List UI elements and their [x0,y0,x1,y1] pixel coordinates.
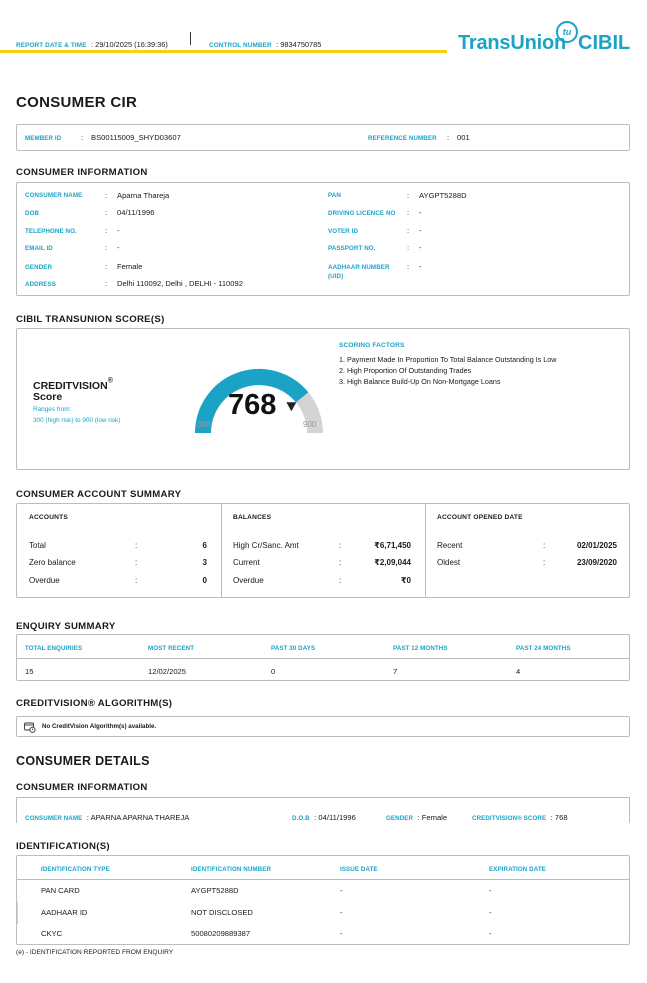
account-summary-heading: CONSUMER ACCOUNT SUMMARY [16,489,182,500]
accounts-heading: ACCOUNTS [29,514,68,521]
id-col-issue: ISSUE DATE [340,866,378,873]
gauge-marker [286,402,296,411]
enquiry-col-total: TOTAL ENQUIRIES [25,645,83,652]
gender-label: GENDER [25,264,53,271]
cd-score-value: 768 [554,813,568,822]
report-date-value: 29/10/2025 (16:39:36) [95,40,168,49]
accounts-zero-balance-label: Zero balance [29,558,76,567]
creditvision-label: CREDITVISION [33,380,108,392]
header-accent-line [0,50,447,53]
cd-dob-label: D.O.B [292,815,310,822]
cd-gender-value: Female [421,813,448,822]
logo-cibil-text: CIBIL [578,32,631,54]
enquiry-past-12m-value: 7 [393,667,398,676]
dob-value: 04/11/1996 [117,208,155,217]
enquiry-past-30-value: 0 [271,667,276,676]
identification-footnote: (e) - IDENTIFICATION REPORTED FROM ENQUIRY [16,949,174,956]
score-range-line2: 300 (high risk) to 900 (low risk) [33,417,121,424]
address-label: ADDRESS [25,281,56,288]
enquiry-summary-heading: ENQUIRY SUMMARY [16,621,116,632]
control-number-label: CONTROL NUMBER [209,42,272,49]
consumer-details-box: CONSUMER NAME : APARNA APARNA THAREJA D.O.B : 04/11/1996 GENDER : Female CREDITVISION® SCORE : 768 [16,797,630,823]
balances-heading: BALANCES [233,514,272,521]
score-heading: CIBIL TRANSUNION SCORE(S) [16,314,165,325]
member-id-value: BS00115009_SHYD03607 [91,133,181,142]
consumer-info-heading: CONSUMER INFORMATION [16,167,148,178]
control-number: CONTROL NUMBER : 9834750785 [209,40,322,49]
control-number-value: 9834750785 [280,40,322,49]
report-date-label: REPORT DATE & TIME [16,42,87,49]
balances-high-cr-value: ₹6,71,450 [374,541,411,550]
member-box: MEMBER ID : BS00115009_SHYD03607 REFERENCE NUMBER : 001 [16,124,630,151]
telephone-value: - [117,226,120,235]
balances-current-value: ₹2,09,044 [374,558,411,567]
opened-recent-label: Recent [437,541,463,550]
header-divider [190,32,191,45]
registered-mark: ® [107,377,113,385]
score-sub-label: Score [33,391,63,403]
opened-oldest-value: 23/09/2020 [576,558,617,567]
cd-score-label: CREDITVISION® SCORE [472,815,547,822]
account-summary-box: ACCOUNTS Total : 6 Zero balance : 3 Overdue : 0 BALANCES High Cr/Sanc. Amt : ₹6,71,450 Current : ₹2,09,044 Overdue : ₹0 ACCOUNT OPENED DATE Recent : 02/01/2025 Oldest : 23/09/2020 [16,503,630,598]
score-range-line1: Ranges from: [33,406,72,413]
aadhaar-value: - [419,262,422,271]
telephone-label: TELEPHONE NO. [25,228,77,235]
logo-transunion-text: TransUnion [458,32,567,54]
member-id-label: MEMBER ID [25,135,62,142]
cd-gender-label: GENDER [386,815,414,822]
aadhaar-label-uid: (UID) [328,273,344,280]
identification-table: IDENTIFICATION TYPE IDENTIFICATION NUMBER ISSUE DATE EXPIRATION DATE PAN CARD AYGPT5288D - - AADHAAR ID NOT DISCLOSED - - CKYC 50080209889387 - - [16,855,630,945]
accounts-overdue-label: Overdue [29,576,60,585]
accounts-overdue-value: 0 [202,576,207,585]
score-value: 768 [228,389,277,421]
opened-oldest-label: Oldest [437,558,461,567]
enquiry-total-value: 15 [25,667,34,676]
voter-id-label: VOTER ID [328,228,359,235]
enquiry-most-recent-value: 12/02/2025 [148,667,187,676]
gender-value: Female [117,262,143,271]
passport-value: - [419,243,422,252]
consumer-info-box: CONSUMER NAME : Aparna Thareja DOB : 04/11/1996 TELEPHONE NO. : - EMAIL ID : - GENDER : Female ADDRESS : Delhi 110092, Delhi , DELHI - 110092 PAN : AYGPT5288D DRIVING LICENCE NO : - VOTER ID : - PASSPORT NO. : - AADHAAR NUMBER (UID) : - [16,182,630,296]
scoring-factors-heading: SCORING FACTORS [339,342,405,349]
algorithm-message: No CreditVision Algorithm(s) available. [42,723,157,730]
logo-tu-mark: tu [556,21,578,43]
cd-name-label: CONSUMER NAME [25,815,83,822]
algorithm-heading: CREDITVISION® ALGORITHM(S) [16,698,173,709]
driving-licence-label: DRIVING LICENCE NO [328,210,396,217]
driving-licence-value: - [419,208,422,217]
consumer-name-label: CONSUMER NAME [25,192,83,199]
aadhaar-label: AADHAAR NUMBER [328,264,390,271]
transunion-cibil-logo [458,20,636,56]
identification-heading: IDENTIFICATION(S) [16,841,110,852]
accounts-zero-balance-value: 3 [202,558,207,567]
id-col-number: IDENTIFICATION NUMBER [191,866,272,873]
passport-label: PASSPORT NO. [328,245,376,252]
consumer-details-heading: CONSUMER DETAILS [16,754,150,768]
score-max-label: 900 [303,420,317,429]
enquiry-col-past-12m: PAST 12 MONTHS [393,645,448,652]
id-col-expiration: EXPIRATION DATE [489,866,546,873]
consumer-details-subheading: CONSUMER INFORMATION [16,782,148,793]
email-value: - [117,243,120,252]
report-header [0,0,647,60]
dob-label: DOB [25,210,40,217]
enquiry-past-24m-value: 4 [516,667,521,676]
balances-overdue-label: Overdue [233,576,264,585]
consumer-name-value: Aparna Thareja [117,191,170,200]
balances-overdue-value: ₹0 [400,576,411,585]
no-data-icon [24,722,36,733]
scoring-factor-1: 1. Payment Made In Proportion To Total Balance Outstanding Is Low [339,355,557,364]
scoring-factor-2: 2. High Proportion Of Outstanding Trades [339,366,472,375]
opened-recent-value: 02/01/2025 [576,541,617,550]
score-min-label: 300 [197,420,211,429]
reference-number-label: REFERENCE NUMBER [368,135,437,142]
opened-date-heading: ACCOUNT OPENED DATE [437,514,523,521]
cd-dob-value: 04/11/1996 [318,813,356,822]
scoring-factor-3: 3. High Balance Build-Up On Non-Mortgage Loans [339,377,501,386]
enquiry-summary-table [16,634,630,681]
pan-value: AYGPT5288D [419,191,467,200]
pan-label: PAN [328,192,341,199]
cd-name-value: APARNA APARNA THAREJA [90,813,190,822]
algorithm-box [16,716,630,737]
enquiry-col-past-24m: PAST 24 MONTHS [516,645,571,652]
accounts-total-label: Total [29,541,46,550]
accounts-total-value: 6 [202,541,207,550]
email-label: EMAIL ID [25,245,53,252]
id-col-type: IDENTIFICATION TYPE [41,866,110,873]
voter-id-value: - [419,226,422,235]
report-date: REPORT DATE & TIME : 29/10/2025 (16:39:36) [16,40,168,49]
page-title: CONSUMER CIR [16,94,138,111]
enquiry-col-past-30: PAST 30 DAYS [271,645,316,652]
address-value: Delhi 110092, Delhi , DELHI - 110092 [117,279,243,288]
reference-number-value: 001 [457,133,470,142]
enquiry-col-most-recent: MOST RECENT [148,645,195,652]
score-box [16,328,630,470]
balances-high-cr-label: High Cr/Sanc. Amt [233,541,299,550]
balances-current-label: Current [233,558,260,567]
